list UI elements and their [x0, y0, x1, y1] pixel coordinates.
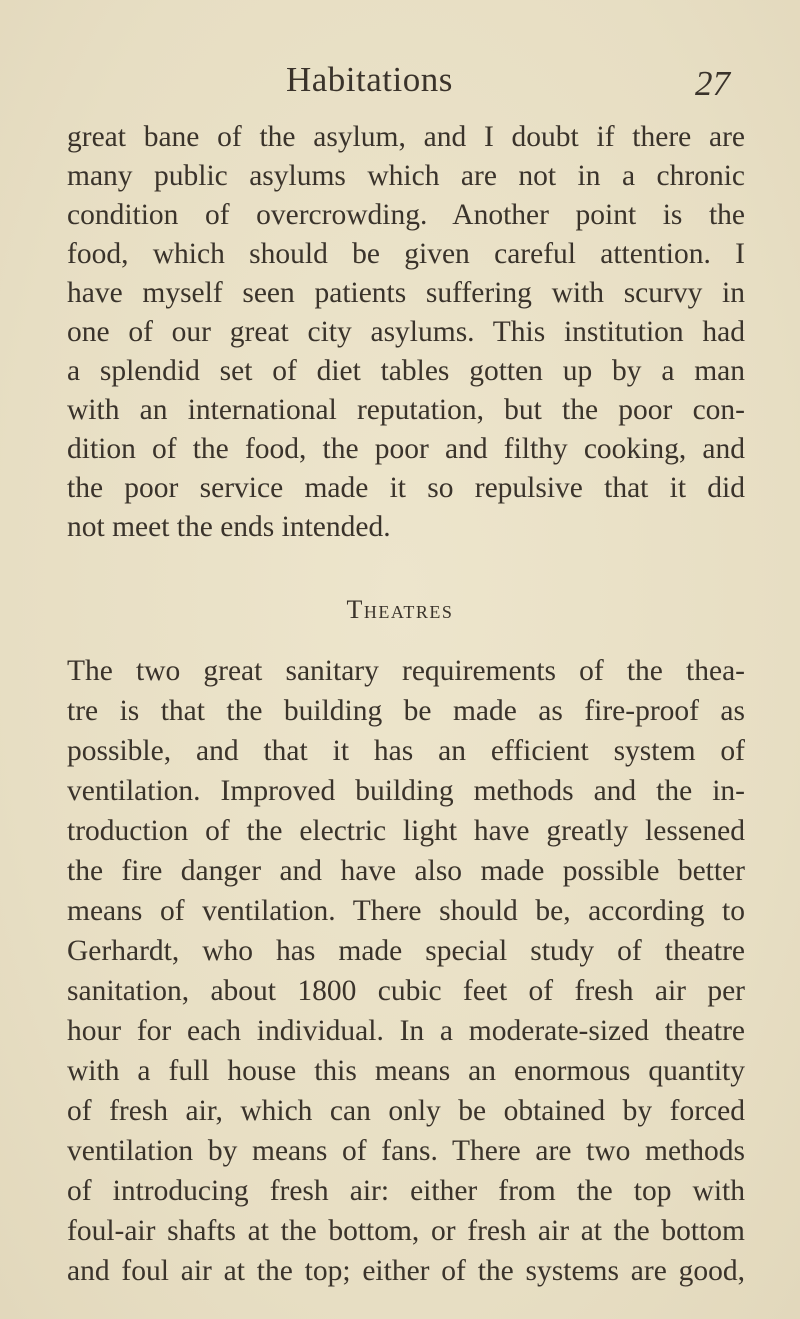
text-line: foul-air shafts at the bottom, or fresh air at the bottom	[67, 1215, 745, 1247]
text-line: tre is that the building be made as fire-proof as	[67, 695, 745, 727]
text-line: many public asylums which are not in a chronic	[67, 160, 745, 192]
text-line: not meet the ends intended.	[67, 511, 391, 543]
text-line: Gerhardt, who has made special study of theatre	[67, 935, 745, 967]
text-line: the poor service made it so repulsive that it did	[67, 472, 745, 504]
text-line: with a full house this means an enormous quantity	[67, 1055, 745, 1087]
text-line: sanitation, about 1800 cubic feet of fresh air per	[67, 975, 745, 1007]
text-line: of introducing fresh air: either from the top with	[67, 1175, 745, 1207]
header-title: Habitations	[286, 60, 453, 99]
text-line: with an international reputation, but the poor con-	[67, 394, 745, 426]
text-line: great bane of the asylum, and I doubt if there are	[67, 121, 745, 153]
text-line: of fresh air, which can only be obtained by forced	[67, 1095, 745, 1127]
text-line: have myself seen patients suffering with scurvy in	[67, 277, 745, 309]
text-line: ventilation. Improved building methods and the in-	[67, 775, 745, 807]
text-line: ventilation by means of fans. There are two methods	[67, 1135, 745, 1167]
section-heading: Theatres	[346, 595, 454, 624]
text-line: and foul air at the top; either of the systems are good,	[67, 1255, 745, 1287]
text-line: troduction of the electric light have greatly lessened	[67, 815, 745, 847]
text-line: possible, and that it has an efficient system of	[67, 735, 745, 767]
text-line: hour for each individual. In a moderate-sized theatre	[67, 1015, 745, 1047]
text-line: the fire danger and have also made possible better	[67, 855, 745, 887]
running-header	[0, 58, 800, 102]
text-line: food, which should be given careful attention. I	[67, 238, 745, 270]
text-line: a splendid set of diet tables gotten up by a man	[67, 355, 745, 387]
page-number: 27	[695, 64, 730, 103]
text-line: dition of the food, the poor and filthy cooking, and	[67, 433, 745, 465]
text-line: The two great sanitary requirements of the thea-	[67, 655, 745, 687]
text-line: one of our great city asylums. This institution had	[67, 316, 745, 348]
text-line: condition of overcrowding. Another point is the	[67, 199, 745, 231]
text-line: means of ventilation. There should be, according to	[67, 895, 745, 927]
